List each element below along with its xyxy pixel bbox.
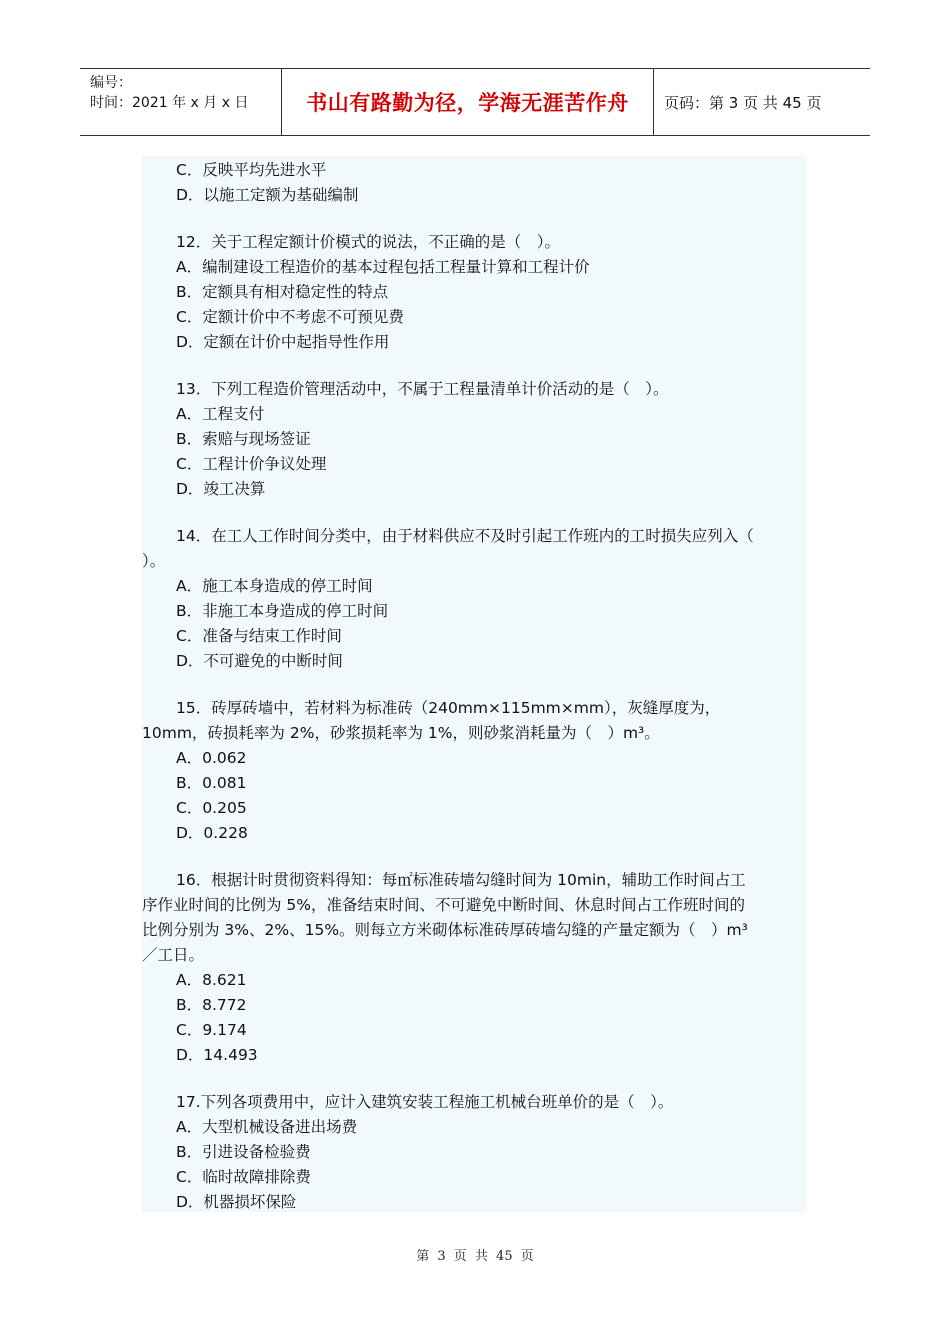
option-b: B．0.081 bbox=[176, 774, 247, 792]
header-motto: 书山有路勤为径，学海无涯苦作舟 bbox=[282, 69, 654, 135]
option-b: B．非施工本身造成的停工时间 bbox=[176, 602, 389, 620]
continued-options bbox=[142, 158, 806, 208]
option-c: C．9.174 bbox=[176, 1021, 247, 1039]
option-d: D．14.493 bbox=[176, 1046, 258, 1064]
question-16 bbox=[142, 868, 806, 1068]
question-13 bbox=[142, 377, 806, 502]
document-number-label: 编号： bbox=[90, 75, 132, 91]
option-c: C．定额计价中不考虑不可预见费 bbox=[176, 308, 404, 326]
option-c: C．准备与结束工作时间 bbox=[176, 627, 342, 645]
option: D．以施工定额为基础编制 bbox=[176, 186, 359, 204]
option-b: B．8.772 bbox=[176, 996, 247, 1014]
question-stem-continued: ）。 bbox=[142, 552, 166, 570]
question-15 bbox=[142, 696, 806, 846]
option-a: A．大型机械设备进出场费 bbox=[176, 1118, 358, 1136]
question-stem-continued: ／工日。 bbox=[142, 946, 205, 964]
option-a: A．施工本身造成的停工时间 bbox=[176, 577, 373, 595]
option-c: C．0.205 bbox=[176, 799, 247, 817]
question-stem: 15．砖厚砖墙中，若材料为标准砖（240mm×115mm×mm），灰缝厚度为， bbox=[176, 699, 721, 717]
option-d: D．竣工决算 bbox=[176, 480, 266, 498]
header-meta bbox=[80, 69, 282, 135]
option-b: B．索赔与现场签证 bbox=[176, 430, 311, 448]
option-c: C．临时故障排除费 bbox=[176, 1168, 311, 1186]
question-stem: 16．根据计时贯彻资料得知：每㎡标准砖墙勾缝时间为 10min，辅助工作时间占工 bbox=[176, 871, 746, 889]
option-c: C．工程计价争议处理 bbox=[176, 455, 327, 473]
page-footer: 第 3 页 共 45 页 bbox=[416, 1249, 534, 1264]
option-a: A．工程支付 bbox=[176, 405, 265, 423]
question-12 bbox=[142, 230, 806, 355]
question-stem: 17.下列各项费用中，应计入建筑安装工程施工机械台班单价的是（ ）。 bbox=[176, 1093, 674, 1111]
question-stem: 12．关于工程定额计价模式的说法，不正确的是（ ）。 bbox=[176, 233, 560, 251]
option: C．反映平均先进水平 bbox=[176, 161, 327, 179]
question-stem: 14．在工人工作时间分类中，由于材料供应不及时引起工作班内的工时损失应列入（ bbox=[176, 527, 754, 545]
question-content bbox=[142, 156, 806, 1212]
option-a: A．0.062 bbox=[176, 749, 247, 767]
option-b: B．定额具有相对稳定性的特点 bbox=[176, 283, 389, 301]
document-date: 时间：2021 年 x 月 x 日 bbox=[90, 95, 249, 111]
option-d: D．0.228 bbox=[176, 824, 248, 842]
question-stem-continued: 序作业时间的比例为 5%，准备结束时间、不可避免中断时间、休息时间占工作班时间的 bbox=[142, 896, 746, 914]
question-17 bbox=[142, 1090, 806, 1215]
option-b: B．引进设备检验费 bbox=[176, 1143, 311, 1161]
option-d: D．机器损坏保险 bbox=[176, 1193, 297, 1211]
header-page-info: 页码：第 3 页 共 45 页 bbox=[664, 93, 822, 112]
question-stem: 13．下列工程造价管理活动中，不属于工程量清单计价活动的是（ ）。 bbox=[176, 380, 669, 398]
question-stem-continued: 10mm，砖损耗率为 2%，砂浆损耗率为 1%，则砂浆消耗量为（ ）m³。 bbox=[142, 724, 660, 742]
question-stem-continued: 比例分别为 3%、2%、15%。则每立方米砌体标准砖厚砖墙勾缝的产量定额为（ ）m³ bbox=[142, 921, 748, 939]
option-d: D．不可避免的中断时间 bbox=[176, 652, 343, 670]
option-a: A．编制建设工程造价的基本过程包括工程量计算和工程计价 bbox=[176, 258, 590, 276]
question-14 bbox=[142, 524, 806, 674]
page-header bbox=[80, 68, 870, 136]
option-a: A．8.621 bbox=[176, 971, 247, 989]
option-d: D．定额在计价中起指导性作用 bbox=[176, 333, 390, 351]
